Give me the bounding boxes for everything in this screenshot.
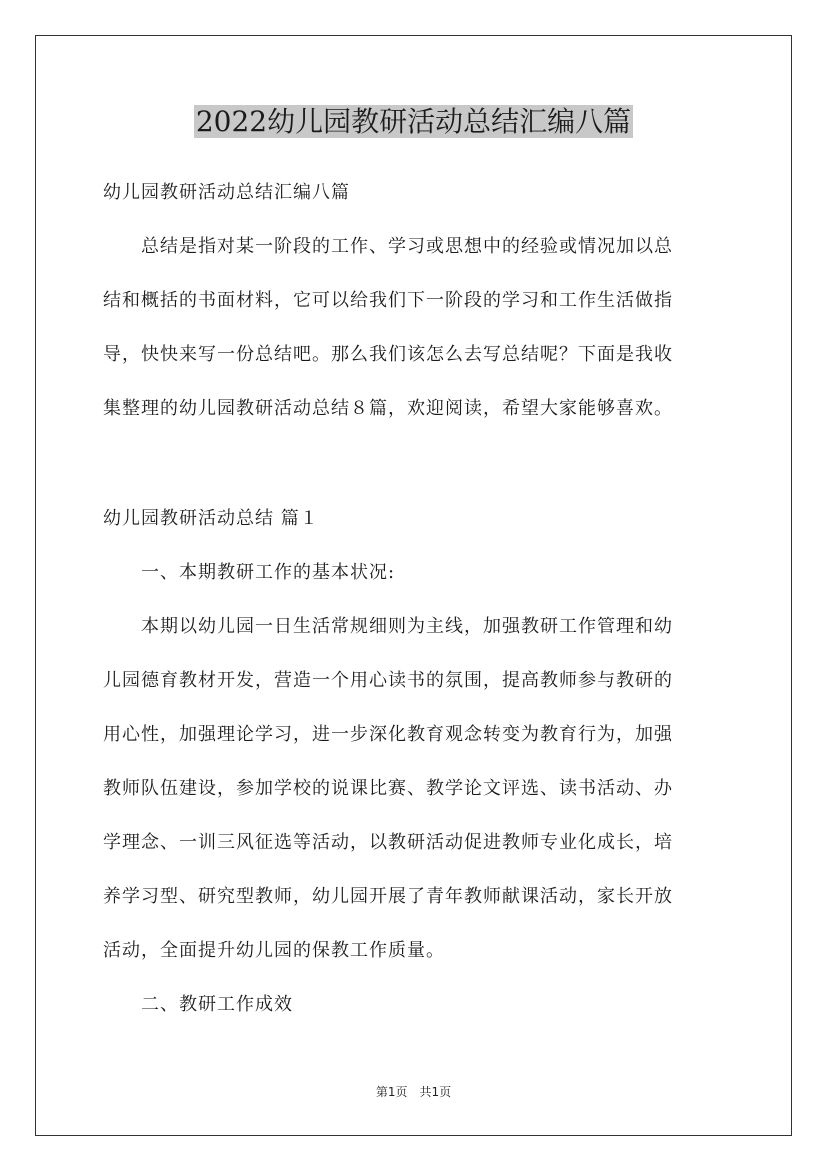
body-line: 儿园德育教材开发，营造一个用心读书的氛围，提高教师参与教研的 — [103, 670, 673, 691]
body-line: 学理念、一训三风征选等活动，以教研活动促进教师专业化成长，培 — [103, 832, 673, 853]
section-subheading-2: 二、教研工作成效 — [103, 994, 293, 1015]
body-line: 本期以幼儿园一日生活常规细则为主线，加强教研工作管理和幼 — [103, 616, 673, 637]
document-title: 2022幼儿园教研活动总结汇编八篇 — [195, 105, 632, 138]
intro-line: 总结是指对某一阶段的工作、学习或思想中的经验或情况加以总 — [103, 236, 673, 257]
section-heading: 幼儿园教研活动总结 篇１ — [103, 508, 319, 529]
body-line: 活动，全面提升幼儿园的保教工作质量。 — [103, 940, 445, 961]
intro-line: 集整理的幼儿园教研活动总结８篇，欢迎阅读，希望大家能够喜欢。 — [103, 398, 673, 419]
page-number-footer: 第1页 共1页 — [375, 1085, 452, 1099]
body-line: 教师队伍建设，参加学校的说课比赛、教学论文评选、读书活动、办 — [103, 778, 673, 799]
body-line: 用心性，加强理论学习，进一步深化教育观念转变为教育行为，加强 — [103, 724, 673, 745]
intro-line: 导，快快来写一份总结吧。那么我们该怎么去写总结呢？下面是我收 — [103, 344, 673, 365]
intro-paragraph — [103, 220, 728, 436]
body-line: 养学习型、研究型教师，幼儿园开展了青年教师献课活动，家长开放 — [103, 886, 673, 907]
intro-line: 结和概括的书面材料，它可以给我们下一阶段的学习和工作生活做指 — [103, 290, 673, 311]
section-body-paragraph — [103, 600, 728, 978]
section-subheading-1: 一、本期教研工作的基本状况: — [103, 562, 396, 583]
document-subtitle: 幼儿园教研活动总结汇编八篇 — [103, 182, 350, 203]
